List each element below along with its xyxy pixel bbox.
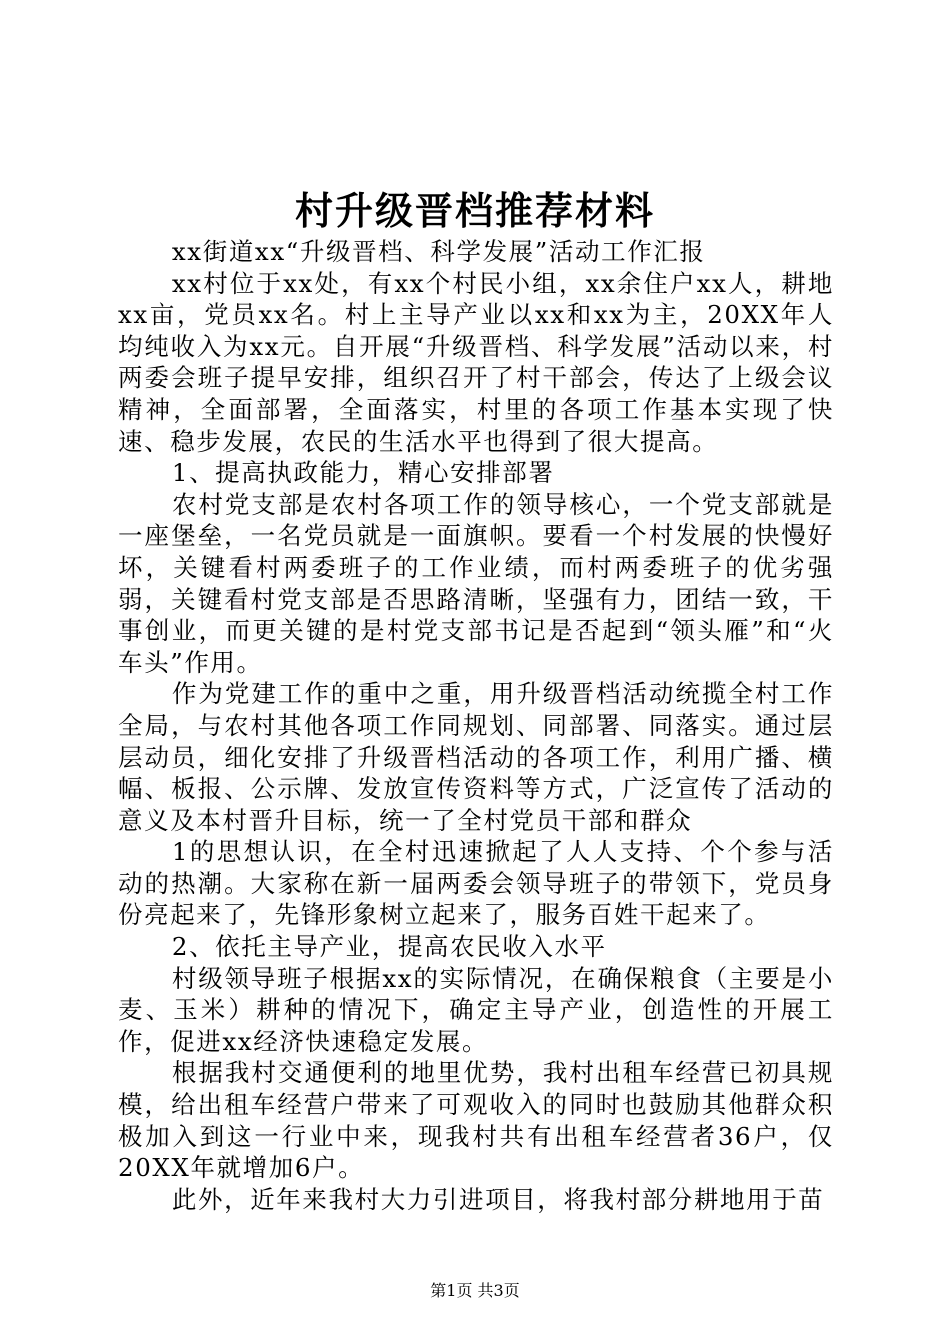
section-heading: 2、依托主导产业，提高农民收入水平 bbox=[171, 932, 607, 962]
paragraph: 1的思想认识，在全村迅速掀起了人人支持、个个参与活动的热潮。大家称在新一届两委会领导班子的带领下，党员身份亮起来了，先锋形象树立起来了，服务百姓干起来了。 bbox=[118, 837, 834, 930]
document-title: 村升级晋档推荐材料 bbox=[294, 188, 655, 233]
paragraph: 作为党建工作的重中之重，用升级晋档活动统揽全村工作全局，与农村其他各项工作同规划、同部署、同落实。通过层层动员，细化安排了升级晋档活动的各项工作，利用广播、横幅、板报、公示牌、发放宣传资料等方式，广泛宣传了活动的意义及本村晋升目标，统一了全村党员干部和群众 bbox=[118, 679, 834, 835]
paragraph: 农村党支部是农村各项工作的领导核心，一个党支部就是一座堡垒，一名党员就是一面旗帜。要看一个村发展的快慢好坏，关键看村两委班子的工作业绩，而村两委班子的优劣强弱，关键看村党支部是否思路清晰，坚强有力，团结一致，干事创业，而更关键的是村党支部书记是否起到“领头雁”和“火车头”作用。 bbox=[118, 489, 834, 677]
section-heading: 1、提高执政能力，精心安排部署 bbox=[171, 458, 555, 488]
page-number-footer: 第1页 共3页 bbox=[430, 1281, 520, 1300]
paragraph: 根据我村交通便利的地里优势，我村出租车经营已初具规模，给出租车经营户带来了可观收入的同时也鼓励其他群众积极加入到这一行业中来，现我村共有出租车经营者36户，仅20XX年就增加6户。 bbox=[118, 1058, 834, 1183]
document-body bbox=[118, 236, 834, 1215]
paragraph: 此外，近年来我村大力引进项目，将我村部分耕地用于苗 bbox=[171, 1184, 825, 1214]
paragraph: xx村位于xx处，有xx个村民小组，xx余住户xx人，耕地xx亩，党员xx名。村上主导产业以xx和xx为主，20XX年人均纯收入为xx元。自开展“升级晋档、科学发展”活动以来，村两委会班子提早安排，组织召开了村干部会，传达了上级会议精神，全面部署，全面落实，村里的各项工作基本实现了快速、稳步发展，农民的生活水平也得到了很大提高。 bbox=[118, 268, 834, 456]
paragraph: xx街道xx“升级晋档、科学发展”活动工作汇报 bbox=[171, 237, 706, 266]
paragraph: 村级领导班子根据xx的实际情况，在确保粮食（主要是小麦、玉米）耕种的情况下，确定主导产业，创造性的开展工作，促进xx经济快速稳定发展。 bbox=[118, 963, 834, 1056]
